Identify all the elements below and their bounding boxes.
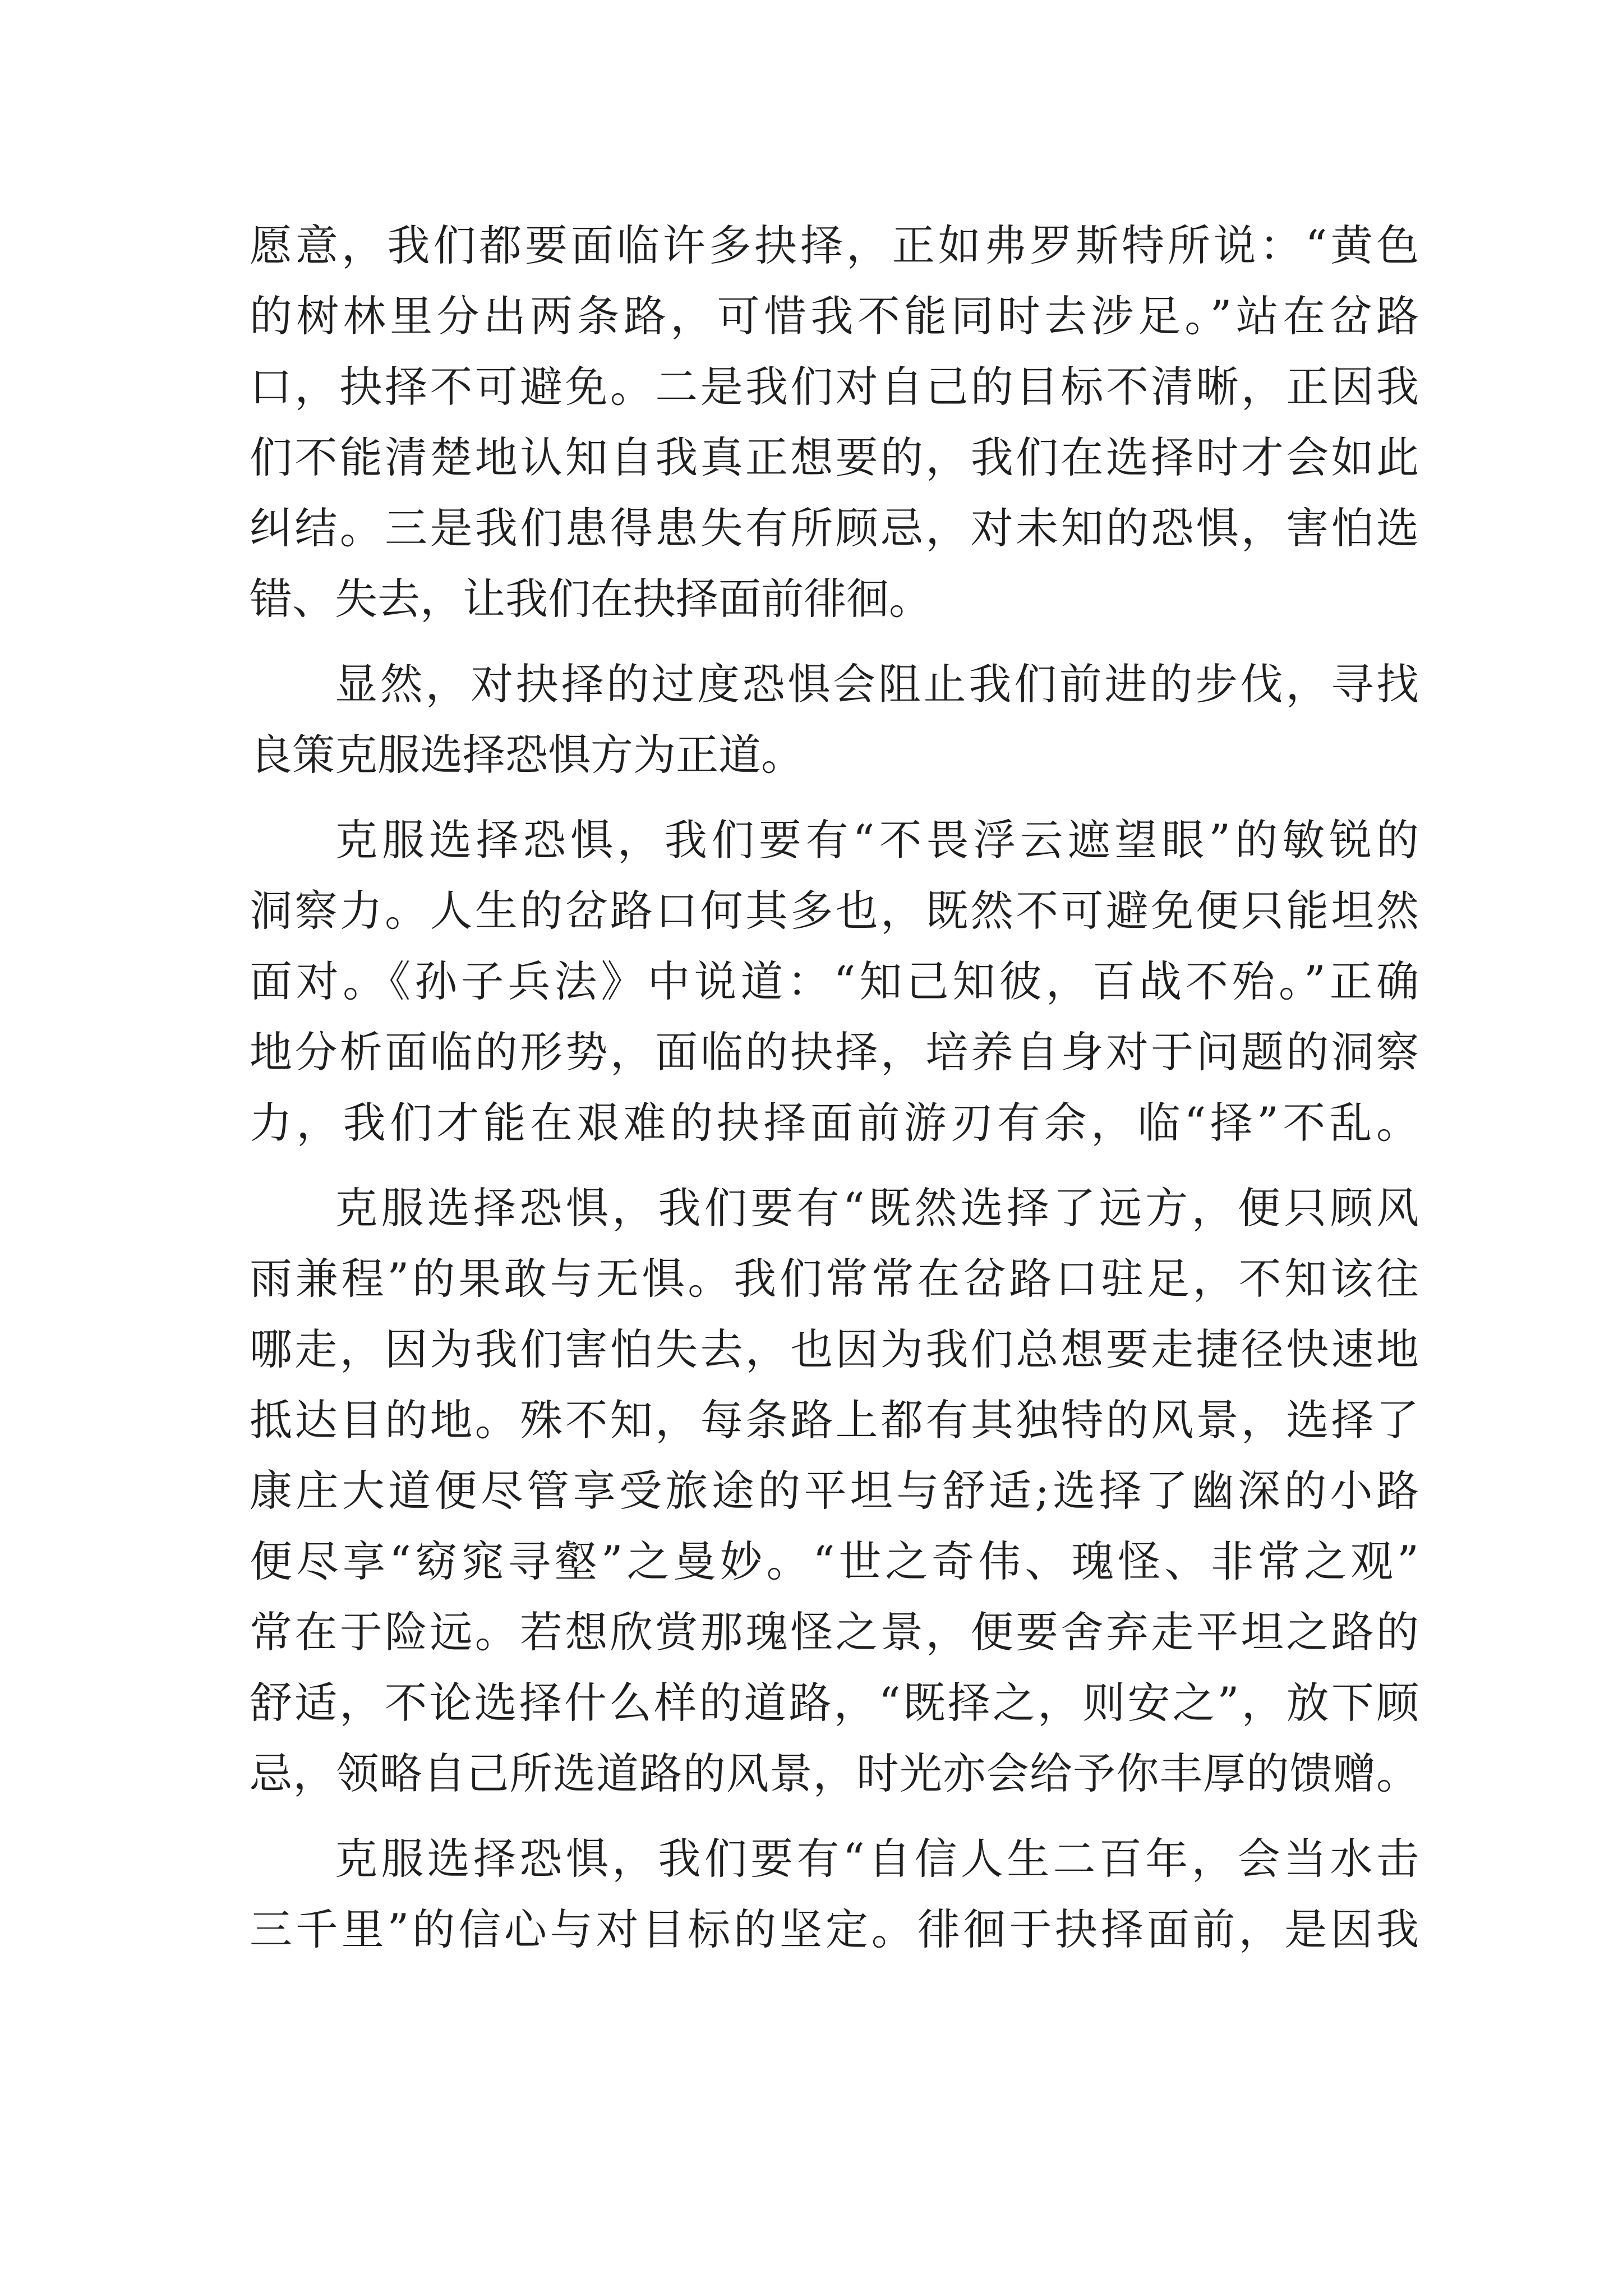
text-line: 克服选择恐惧，我们要有“不畏浮云遮望眼”的敏锐的 xyxy=(335,815,1419,865)
text-line: 力，我们才能在艰难的抉择面前游刃有余，临“择”不乱。 xyxy=(250,1098,1419,1148)
text-line: 面对。《孙子兵法》中说道：“知己知彼，百战不殆。”正确 xyxy=(250,956,1419,1006)
paragraph-2 xyxy=(250,649,1419,790)
paragraph-spacer xyxy=(250,634,1419,649)
text-line: 舒适，不论选择什么样的道路，“既择之，则安之”，放下顾 xyxy=(250,1678,1419,1728)
text-line: 忌，领略自己所选道路的风景，时光亦会给予你丰厚的馈赠。 xyxy=(250,1749,1419,1798)
paragraph-1 xyxy=(250,210,1419,634)
text-line: 克服选择恐惧，我们要有“既然选择了远方，便只顾风 xyxy=(335,1183,1419,1233)
text-line: 雨兼程”的果敢与无惧。我们常常在岔路口驻足，不知该往 xyxy=(250,1254,1419,1304)
text-line: 良策克服选择恐惧方为正道。 xyxy=(250,730,804,780)
text-line: 洞察力。人生的岔路口何其多也，既然不可避免便只能坦然 xyxy=(250,886,1419,936)
text-line: 纠结。三是我们患得患失有所顾忌，对未知的恐惧，害怕选 xyxy=(250,503,1419,553)
paragraph-4 xyxy=(250,1173,1419,1809)
paragraph-spacer xyxy=(250,1158,1419,1173)
text-line: 三千里”的信心与对目标的坚定。徘徊于抉择面前，是因我 xyxy=(250,1904,1419,1954)
paragraph-3 xyxy=(250,805,1419,1158)
text-line: 的树林里分出两条路，可惜我不能同时去涉足。”站在岔路 xyxy=(250,291,1419,341)
text-line: 常在于险远。若想欣赏那瑰怪之景，便要舍弃走平坦之路的 xyxy=(250,1607,1419,1657)
text-line: 错、失去，让我们在抉择面前徘徊。 xyxy=(250,574,932,624)
text-line: 愿意，我们都要面临许多抉择，正如弗罗斯特所说：“黄色 xyxy=(250,220,1419,270)
text-line: 克服选择恐惧，我们要有“自信人生二百年，会当水击 xyxy=(335,1834,1419,1884)
text-line: 抵达目的地。殊不知，每条路上都有其独特的风景，选择了 xyxy=(250,1395,1419,1445)
text-line: 地分析面临的形势，面临的抉择，培养自身对于问题的洞察 xyxy=(250,1027,1419,1077)
text-line: 口，抉择不可避免。二是我们对自己的目标不清晰，正因我 xyxy=(250,362,1419,412)
text-line: 们不能清楚地认知自我真正想要的，我们在选择时才会如此 xyxy=(250,432,1419,482)
text-line: 哪走，因为我们害怕失去，也因为我们总想要走捷径快速地 xyxy=(250,1324,1419,1374)
essay-body xyxy=(250,210,1419,1965)
text-line: 便尽享“窈窕寻壑”之曼妙。“世之奇伟、瑰怪、非常之观” xyxy=(250,1536,1419,1586)
text-line: 康庄大道便尽管享受旅途的平坦与舒适;选择了幽深的小路 xyxy=(250,1466,1419,1516)
paragraph-spacer xyxy=(250,1809,1419,1824)
paragraph-spacer xyxy=(250,790,1419,805)
text-line: 显然，对抉择的过度恐惧会阻止我们前进的步伐，寻找 xyxy=(335,659,1419,709)
paragraph-5 xyxy=(250,1824,1419,1965)
